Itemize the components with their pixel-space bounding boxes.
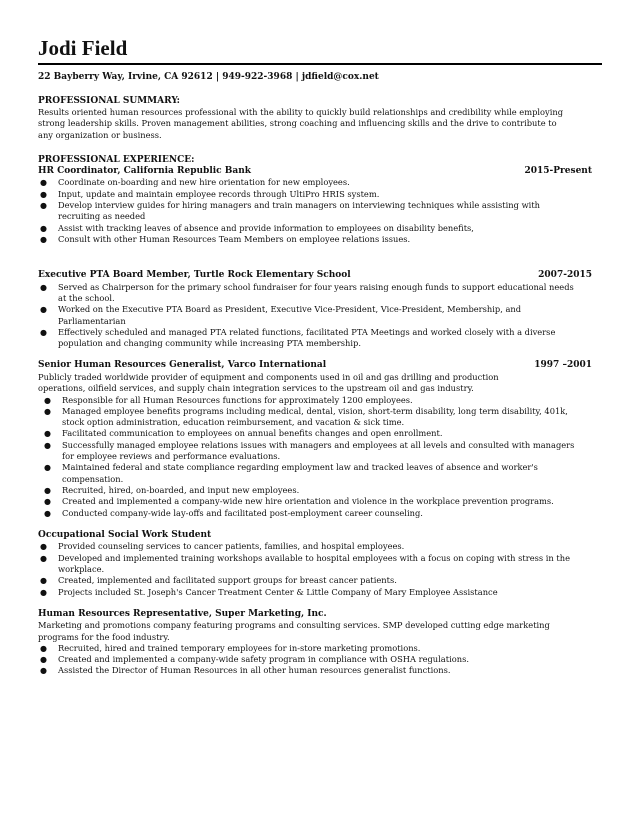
bullet-text: Successfully managed employee relations issues with managers and employees at all levels and consulted with managers [62, 439, 575, 450]
bullet-icon: ● [40, 542, 47, 552]
bullet-item [38, 406, 602, 429]
job-dates: 1997 –2001 [534, 360, 592, 371]
bullet-text: Responsible for all Human Resources functions for approximately 1200 employees. [62, 394, 413, 405]
header-rule [38, 63, 602, 65]
bullet-icon: ● [40, 553, 47, 563]
resume-page [38, 36, 602, 677]
bullet-text: Provided counseling services to cancer patients, families, and hospital employees. [58, 541, 405, 552]
bullet-item [38, 575, 602, 586]
summary-heading: PROFESSIONAL SUMMARY: [38, 96, 180, 106]
bullet-icon: ● [40, 178, 47, 188]
bullet-text: Effectively scheduled and managed PTA related functions, facilitated PTA Meetings and worked closely with a diverse [58, 326, 556, 337]
bullet-item [38, 234, 602, 245]
bullet-icon: ● [40, 576, 47, 586]
bullet-icon: ● [40, 587, 47, 597]
job-title: Human Resources Representative, Super Marketing, Inc. [38, 608, 327, 619]
job-description: Publicly traded worldwide provider of equipment and components used in oil and gas drilling and production [38, 371, 499, 382]
job-title-row [38, 166, 602, 178]
bullet-icon: ● [40, 666, 47, 676]
bullet-item [38, 541, 602, 552]
bullet-item [38, 643, 602, 654]
bullet-icon: ● [44, 440, 51, 450]
job-title-row [38, 270, 602, 282]
bullet-text: Recruited, hired, on-boarded, and input new employees. [62, 484, 300, 495]
bullet-item [38, 440, 602, 463]
bullet-text: stock option administration, education reimbursement, and vacation & sick time. [62, 417, 405, 428]
bullet-list [38, 282, 602, 350]
bullet-item [38, 282, 602, 305]
bullet-text: Served as Chairperson for the primary school fundraiser for four years raising enough funds to support educational needs [58, 281, 574, 292]
job-dates: 2007-2015 [538, 270, 592, 281]
job-description: programs for the food industry. [38, 631, 170, 642]
bullet-icon: ● [40, 305, 47, 315]
bullet-text: Consult with other Human Resources Team Members on employee relations issues. [58, 233, 411, 244]
bullet-item [38, 223, 602, 234]
bullet-icon: ● [40, 223, 47, 233]
job-dates [592, 609, 602, 621]
job-title: Senior Human Resources Generalist, Varco International [38, 360, 327, 371]
job-title: Executive PTA Board Member, Turtle Rock Elementary School [38, 270, 351, 281]
bullet-item [38, 553, 602, 576]
bullet-item [38, 587, 602, 598]
job-entry [38, 360, 602, 518]
job-dates [592, 530, 602, 542]
bullet-item [38, 304, 602, 327]
job-description: Marketing and promotions company featuring programs and consulting services. SMP developed cutting edge marketing [38, 620, 550, 631]
bullet-icon: ● [44, 406, 51, 416]
bullet-text: Projects included St. Joseph's Cancer Treatment Center & Little Company of Mary Employee Assistance [58, 586, 498, 597]
bullet-icon: ● [44, 429, 51, 439]
candidate-name: Jodi Field [38, 36, 128, 60]
bullet-item [38, 327, 602, 350]
bullet-list [38, 395, 602, 519]
job-title-row [38, 609, 602, 621]
bullet-text: Managed employee benefits programs including medical, dental, vision, short-term disability, long term disability, 401k, [62, 405, 568, 416]
bullet-list [38, 177, 602, 245]
experience-heading: PROFESSIONAL EXPERIENCE: [38, 154, 195, 165]
bullet-text: Created, implemented and facilitated support groups for breast cancer patients. [58, 575, 397, 586]
summary-line: any organization or business. [38, 129, 162, 140]
bullet-icon: ● [44, 463, 51, 473]
bullet-text: Developed and implemented training workshops available to hospital employees with a focus on coping with stress in the [58, 552, 570, 563]
bullet-item [38, 177, 602, 188]
bullet-list [38, 541, 602, 597]
bullet-icon: ● [44, 497, 51, 507]
bullet-text: Facilitated communication to employees on annual benefits changes and open enrollment. [62, 428, 443, 439]
job-title: HR Coordinator, California Republic Bank [38, 165, 252, 176]
bullet-item [38, 665, 602, 676]
bullet-item [38, 395, 602, 406]
bullet-item [38, 654, 602, 665]
bullet-text: at the school. [58, 292, 115, 303]
job-title-row [38, 360, 602, 372]
summary-section [38, 96, 602, 141]
job-title-row [38, 530, 602, 542]
bullet-text: Worked on the Executive PTA Board as President, Executive Vice-President, Vice-President, Membership, and [58, 304, 522, 315]
bullet-text: compensation. [62, 473, 124, 484]
bullet-icon: ● [44, 395, 51, 405]
bullet-text: Coordinate on-boarding and new hire orientation for new employees. [58, 177, 350, 188]
bullet-icon: ● [40, 655, 47, 665]
bullet-icon: ● [40, 189, 47, 199]
bullet-text: Conducted company-wide lay-offs and facilitated post-employment career counseling. [62, 507, 423, 518]
summary-line: strong leadership skills. Proven management abilities, strong coaching and influencing skills and the drive to contribute to [38, 118, 557, 129]
bullet-item [38, 428, 602, 439]
job-entry [38, 270, 602, 349]
bullet-text: Created and implemented a company-wide new hire orientation and violence in the workplace prevention programs. [62, 496, 554, 507]
bullet-text: population and changing community while increasing PTA membership. [58, 338, 361, 349]
bullet-icon: ● [40, 327, 47, 337]
job-entry [38, 166, 602, 245]
bullet-item [38, 189, 602, 200]
bullet-text: Input, update and maintain employee records through UltiPro HRIS system. [58, 188, 380, 199]
bullet-text: Parliamentarian [58, 315, 126, 326]
bullet-text: Maintained federal and state compliance regarding employment law and tracked leaves of absence and worker's [62, 462, 538, 473]
experience-list [38, 166, 602, 677]
bullet-item [38, 496, 602, 507]
bullet-list [38, 643, 602, 677]
bullet-item [38, 200, 602, 223]
bullet-item [38, 462, 602, 485]
bullet-icon: ● [40, 282, 47, 292]
job-entry [38, 530, 602, 598]
bullet-icon: ● [40, 643, 47, 653]
bullet-text: Created and implemented a company-wide safety program in compliance with OSHA regulations. [58, 654, 469, 665]
job-title: Occupational Social Work Student [38, 529, 212, 540]
bullet-text: Assisted the Director of Human Resources in all other human resources generalist functions. [58, 665, 451, 676]
contact-line: 22 Bayberry Way, Irvine, CA 92612 | 949-922-3968 | jdfield@cox.net [38, 72, 379, 82]
bullet-icon: ● [44, 485, 51, 495]
bullet-icon: ● [40, 200, 47, 210]
bullet-item [38, 485, 602, 496]
bullet-text: for employee reviews and performance evaluations. [62, 451, 281, 462]
bullet-text: workplace. [58, 563, 105, 574]
bullet-text: Develop interview guides for hiring managers and train managers on interviewing techniques while assisting with [58, 199, 541, 210]
bullet-text: Assist with tracking leaves of absence and provide information to employees on disability benefits, [58, 222, 474, 233]
job-entry [38, 609, 602, 677]
summary-text [38, 107, 602, 141]
bullet-icon: ● [40, 234, 47, 244]
summary-line: Results oriented human resources professional with the ability to quickly build relationships and credibility while employing [38, 107, 564, 117]
bullet-text: Recruited, hired and trained temporary employees for in-store marketing promotions. [58, 642, 421, 653]
job-dates: 2015-Present [524, 165, 592, 176]
bullet-item [38, 508, 602, 519]
job-description: operations, oilfield services, and supply chain integration services to the upstream oil and gas industry. [38, 383, 474, 394]
bullet-icon: ● [44, 508, 51, 518]
bullet-text: recruiting as needed [58, 211, 146, 222]
